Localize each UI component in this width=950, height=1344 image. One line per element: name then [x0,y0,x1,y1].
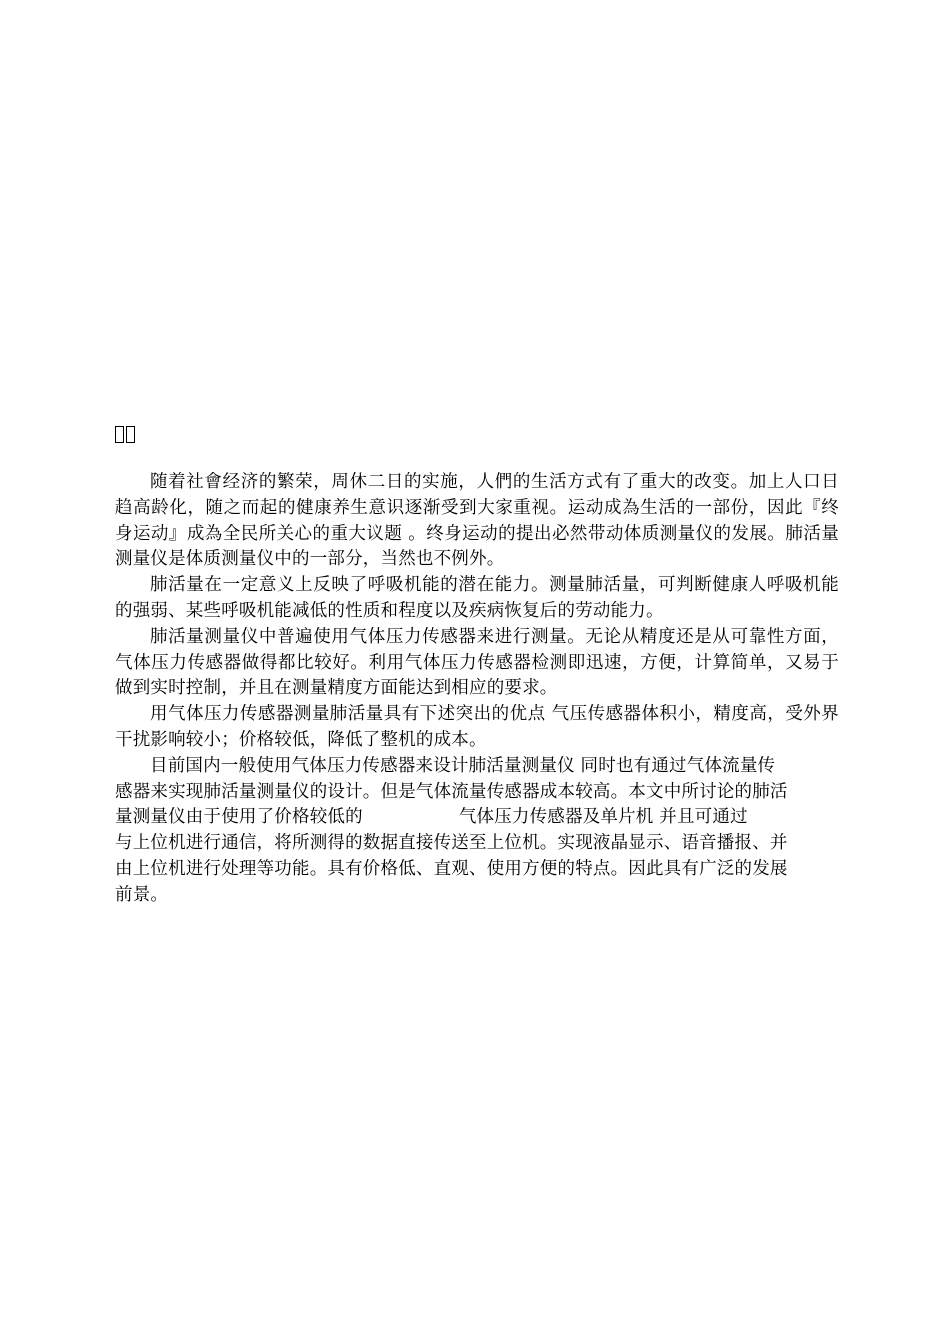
paragraph-fragment: 量测量仪由于使用了价格较低的 [115,807,363,828]
paragraph: 肺活量在一定意义上反映了呼吸机能的潜在能力。测量肺活量，可判断健康人呼吸机能的强弱、某些呼吸机能减低的性质和程度以及疾病恢复后的劳动能力。 [115,575,839,621]
paragraph [115,754,839,909]
paragraph-fragment: 气体压力传感器及单片机 并且可通过 [458,807,748,828]
section-heading [115,424,135,446]
paragraph-line: 与上位机进行通信，将所测得的数据直接传送至上位机。实现液晶显示、语音播报、并 [115,833,788,854]
paragraph: 用气体压力传感器测量肺活量具有下述突出的优点 气压传感器体积小，精度高，受外界干扰影响较小；价格较低，降低了整机的成本。 [115,704,839,750]
paragraph: 随着社會经济的繁荣，周休二日的实施，人們的生活方式有了重大的改变。加上人口日趋高龄化，随之而起的健康养生意识逐渐受到大家重视。运动成為生活的一部份，因此『终身运动』成為全民所关心的重大议题 。终身运动的提出必然带动体质测量仪的发展。肺活量测量仪是体质测量仪中的一部分，当然也不例外。 [115,472,839,570]
paragraph-line [115,805,839,831]
paragraph-line: 感器来实现肺活量测量仪的设计。但是气体流量传感器成本较高。本文中所讨论的肺活 [115,781,788,802]
paragraph-line: 前景。 [115,884,169,905]
body-text [115,470,839,909]
missing-glyph-icon [126,426,135,443]
paragraph: 肺活量测量仪中普遍使用气体压力传感器来进行测量。无论从精度还是从可靠性方面，气体压力传感器做得都比较好。利用气体压力传感器检测即迅速，方便，计算简单，又易于做到实时控制，并且在测量精度方面能达到相应的要求。 [115,626,839,699]
missing-glyph-icon [115,426,124,443]
paragraph-line: 由上位机进行处理等功能。具有价格低、直观、使用方便的特点。因此具有广泛的发展 [115,858,788,879]
paragraph-line: 目前国内一般使用气体压力传感器来设计肺活量测量仪 同时也有通过气体流量传 [150,755,776,776]
